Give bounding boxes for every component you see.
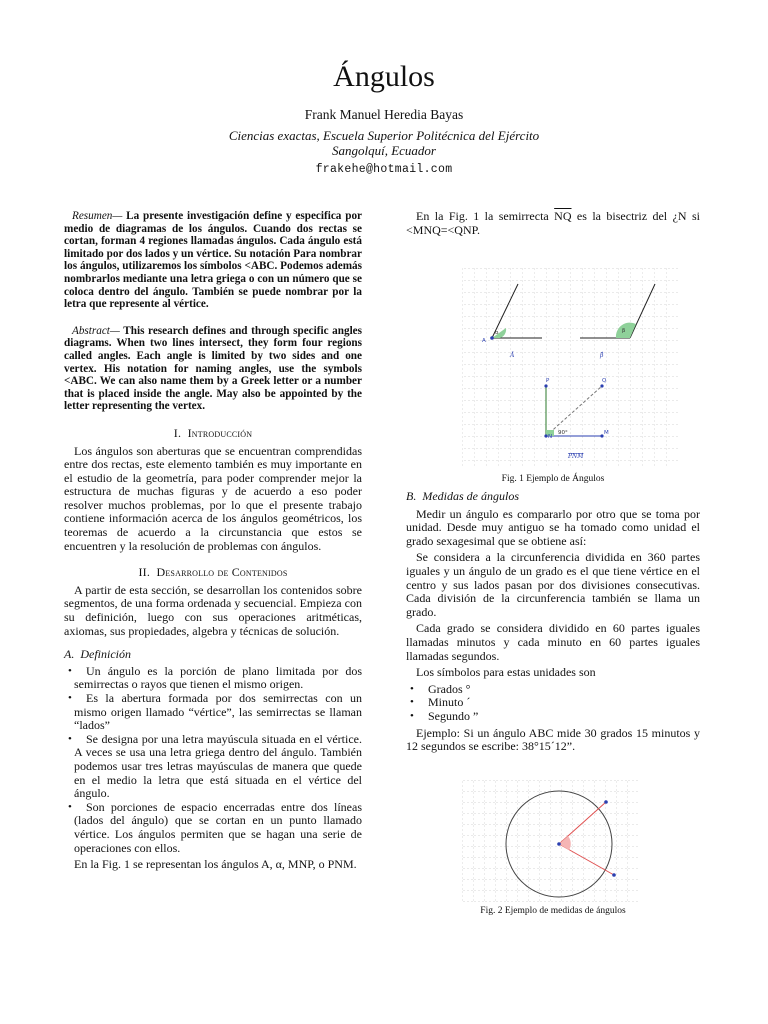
affiliation-location: Sangolquí, Ecuador (332, 143, 436, 158)
grid-background (462, 268, 678, 468)
list-item: • Son porciones de espacio encerradas entre dos líneas (lados del ángulo) que se cortan en un punto llamado vértice. Los ángulos permiten que se hagan una serie de operaciones con ellos. (64, 801, 362, 855)
label-m: M (604, 430, 609, 436)
abstract (64, 325, 362, 413)
section-number: I. (173, 425, 182, 440)
center-point (557, 842, 561, 846)
label-p: P (546, 378, 550, 384)
label-pnm: PNM (568, 453, 584, 460)
right-column (406, 210, 700, 237)
subsection-heading-medidas (406, 490, 700, 504)
list-item: • Grados ° (406, 683, 700, 697)
author-name: Frank Manuel Heredia Bayas (304, 107, 464, 122)
medidas-paragraph-2: Se considera a la circunferencia dividida en 360 partes iguales y un ángulo de un grado es el que tiene vértice en el centro y sus lados pasan por dos divisiones consecutivas. Cada división de la circunferencia también se llama un grado. (406, 550, 700, 619)
bisector-text-end: es la bisectriz del ¿N si <MNQ=<QNP. (406, 209, 700, 237)
resumen (64, 210, 362, 311)
label-a: A (482, 338, 486, 344)
fig1-reference-paragraph: En la Fig. 1 se representan los ángulos A, α, MNP, o PNM. (74, 857, 357, 872)
intro-paragraph: Los ángulos son aberturas que se encuentran comprendidas entre dos rectas, este elemento también es muy importante en el estudio de la geometría, para poder comprender mejor la estructura de muchas figuras y de acuerdo a eso poder resolver muchos problemas, por lo que el presente trabajo contiene información acerca de los ángulos geométricos, los teoremas de acuerdo a la circunstancia que estos se encuentren y la resolución de problemas con ángulos. (64, 443, 362, 553)
subsection-label: B. (406, 489, 417, 503)
desarrollo-paragraph: A partir de esta sección, se desarrollan los contenidos sobre segmentos, de una forma ordenada y secuencial. Empieza con su definición, luego con sus operaciones aritméticas, axiomas, sus propiedades, algebra y técnicas de solución. (64, 582, 362, 638)
list-item: • Un ángulo es la porción de plano limitada por dos semirrectas o rayos que tienen el mismo origen. (64, 665, 362, 692)
subsection-title: Definición (80, 647, 131, 662)
abstract-text: This research defines and through specific angles diagrams. When two lines intersect, they form four regions called angles. Each angle is limited by two sides and one vertex. His notation for naming angles, use the symbols <ABC. We can also name them by a Greek letter or a number that is placed inside the angle. May also be appointed by the letter representing the vertex. (64, 324, 362, 413)
section-title: Desarrollo de Contenidos (156, 565, 288, 580)
medidas-paragraph-4: Los símbolos para estas unidades son (416, 665, 596, 680)
label-b-hat: β̂ (600, 352, 604, 359)
label-a-hat: Â (510, 352, 515, 359)
list-item: • Minuto ´ (406, 696, 700, 710)
label-90-degrees: 90° (558, 430, 568, 436)
subsection-label: A. (64, 647, 75, 662)
definition-list (64, 665, 362, 855)
list-item: • Es la abertura formada por dos semirrectas con un mismo origen llamado “vértice”, las semirrectas se llaman “lados” (64, 692, 362, 733)
section-title: Introducción (187, 425, 253, 440)
resumen-text: La presente investigación define y especifica por medio de diagramas de los ángulos. Cuando dos rectas se cortan, forman 4 regiones llamadas ángulos. Cada ángulo está limitado por dos lados y un vértice. Su notación Para nombrar los ángulos, utilizaremos los símbolos <ABC. Podemos además nombrarlos mediante una letra griega o con un número que se coloca dentro del ángulo. También se puede nombrar por la letra que represente al vértice. (64, 210, 362, 311)
label-alpha: α (495, 330, 499, 336)
affiliation-institution: Ciencias exactas, Escuela Superior Politécnica del Ejército (228, 128, 540, 143)
abstract-lead: Abstract— (72, 324, 120, 337)
label-n: N (548, 434, 553, 440)
point-p (544, 384, 547, 387)
paper-title: Ángulos (333, 60, 435, 93)
subsection-heading-definicion (64, 648, 362, 662)
list-item: • Se designa por una letra mayúscula situada en el vértice. A veces se usa una letra griega dentro del ángulo. También podemos usar tres letras mayúsculas de manera que quede en el medio la letra que está situada en el vértice del ángulo. (64, 733, 362, 801)
figure-2 (462, 780, 638, 902)
bisector-paragraph (406, 210, 700, 237)
label-q: Q (602, 378, 607, 384)
section-heading-intro (64, 427, 362, 441)
point-upper (604, 800, 608, 804)
author-email[interactable]: frakehe@hotmail.com (315, 163, 453, 176)
section-number: II. (138, 565, 151, 580)
resumen-lead: Resumen— (72, 210, 123, 222)
ray-nq: $\overline{NQ}$ (554, 209, 572, 223)
point-lower (612, 873, 616, 877)
affiliation (0, 128, 768, 158)
figure-1-caption: Fig. 1 Ejemplo de Ángulos (501, 474, 605, 484)
right-column-body (406, 490, 700, 754)
point-q (600, 384, 603, 387)
subsection-title: Medidas de ángulos (422, 489, 519, 503)
symbols-list (406, 683, 700, 724)
bisector-text-start: En la Fig. 1 la semirrecta (416, 209, 555, 223)
example-paragraph: Ejemplo: Si un ángulo ABC mide 30 grados 15 minutos y 12 segundos se escribe: 38°15´12”. (406, 725, 700, 754)
medidas-paragraph-1: Medir un ángulo es compararlo por otro que se toma por unidad. Desde muy antiguo se ha tomado como unidad el grado sexagesimal que se obtiene así: (406, 506, 700, 548)
list-item: • Segundo ” (406, 710, 700, 724)
label-beta: β (622, 328, 626, 334)
section-heading-desarrollo (64, 566, 362, 580)
point-a (490, 336, 494, 340)
left-column (64, 210, 362, 872)
figure-1 (462, 268, 678, 468)
figure-2-caption: Fig. 2 Ejemplo de medidas de ángulos (480, 906, 626, 916)
medidas-paragraph-3: Cada grado se considera dividido en 60 partes iguales llamadas minutos y cada minuto en 60 partes iguales llamadas segundos. (406, 621, 700, 663)
